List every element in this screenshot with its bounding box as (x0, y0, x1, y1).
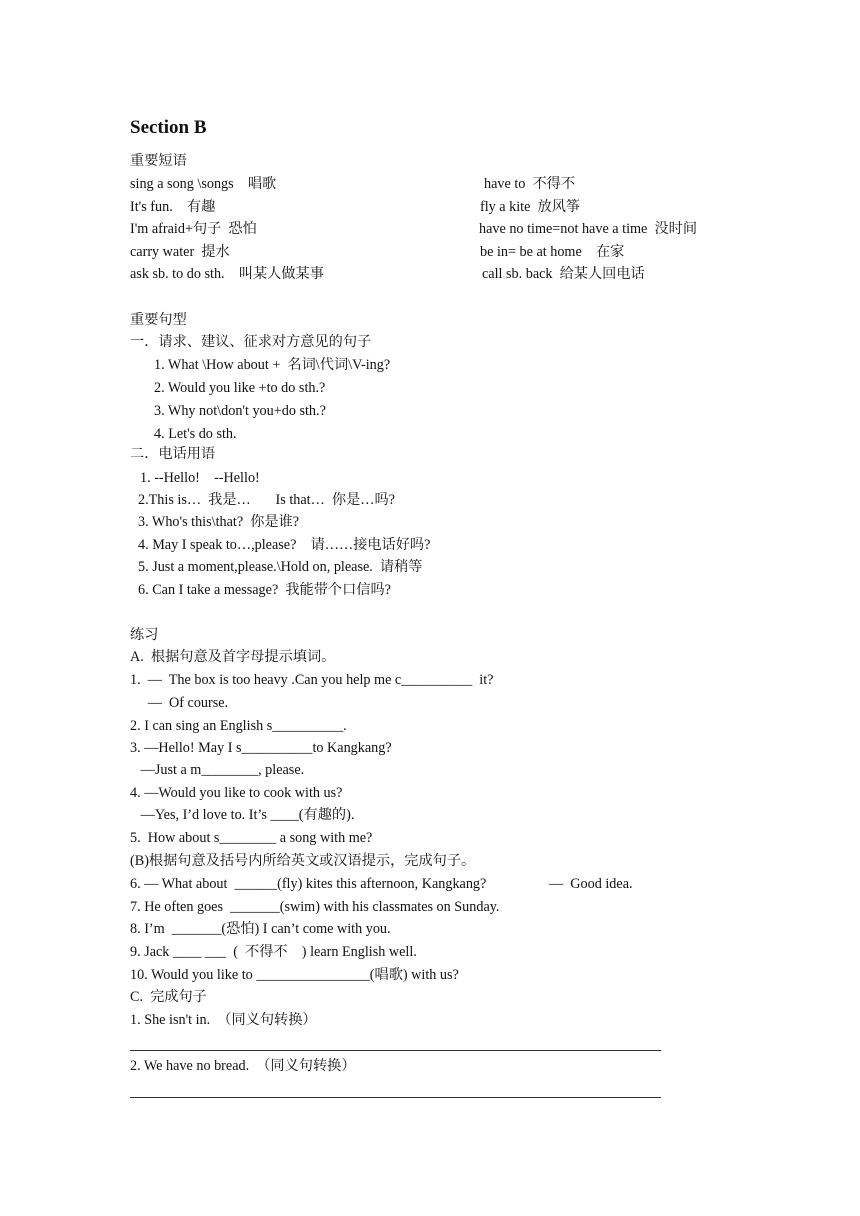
pattern-section-title: 二．电话用语 (130, 446, 216, 462)
phrase-left: carry water 提水 (130, 244, 230, 260)
pattern-item: 5. Just a moment,please.\Hold on, please. 请稍等 (138, 559, 423, 575)
exercise-line: — Of course. (130, 695, 229, 711)
phrases-heading: 重要短语 (130, 153, 187, 169)
phrase-right: call sb. back 给某人回电话 (482, 266, 645, 282)
phrase-right: have no time=not have a time 没时间 (479, 221, 698, 237)
exercise-line: 8. I’m _______(恐怕) I can’t come with you. (130, 921, 391, 937)
pattern-item: 4. May I speak to…,please? 请……接电话好吗? (138, 537, 431, 553)
exercise-line: 2. I can sing an English s__________. (130, 718, 347, 734)
phrase-right: have to 不得不 (484, 176, 576, 192)
exercise-line: 6. — What about ______(fly) kites this afternoon, Kangkang? (130, 876, 487, 892)
pattern-item: 6. Can I take a message? 我能带个口信吗? (138, 582, 391, 598)
exercise-line: 10. Would you like to ________________(唱歌) with us? (130, 967, 459, 983)
exercise-line: 7. He often goes _______(swim) with his classmates on Sunday. (130, 899, 500, 915)
section-title: Section B (130, 117, 207, 138)
pattern-item: 1. What \How about + 名词\代词\V-ing? (154, 357, 391, 373)
patterns-heading: 重要句型 (130, 312, 187, 328)
exercise-line: 2. We have no bread. （同义句转换） (130, 1058, 356, 1074)
exercise-line: 9. Jack ____ ___ ( 不得不 ) learn English well. (130, 944, 417, 960)
pattern-item: 2.This is… 我是… Is that… 你是…吗? (138, 492, 395, 508)
phrase-right: fly a kite 放风筝 (480, 199, 581, 215)
pattern-item: 4. Let's do sth. (154, 426, 237, 442)
exercise-reply: — Good idea. (549, 876, 633, 892)
exercise-line: 4. —Would you like to cook with us? (130, 785, 343, 801)
pattern-item: 2. Would you like +to do sth.? (154, 380, 326, 396)
exercise-line: 3. —Hello! May I s__________to Kangkang? (130, 740, 392, 756)
exercise-c-title: C. 完成句子 (130, 989, 207, 1005)
phrase-left: It's fun. 有趣 (130, 199, 216, 215)
pattern-item: 3. Who's this\that? 你是谁? (138, 514, 300, 530)
pattern-section-title: 一．请求、建议、征求对方意见的句子 (130, 334, 372, 350)
phrase-left: ask sb. to do sth. 叫某人做某事 (130, 266, 324, 282)
exercise-line: 1. — The box is too heavy .Can you help me c__________ it? (130, 672, 494, 688)
pattern-item: 3. Why not\don't you+do sth.? (154, 403, 326, 419)
pattern-item: 1. --Hello! --Hello! (140, 470, 260, 486)
answer-line (130, 1097, 661, 1098)
phrase-right: be in= be at home 在家 (480, 244, 625, 260)
phrase-left: I'm afraid+句子 恐怕 (130, 221, 257, 237)
exercise-line: —Just a m________, please. (130, 762, 305, 778)
exercise-line: —Yes, I’d love to. It’s ____(有趣的). (130, 807, 355, 823)
exercise-a-title: A. 根据句意及首字母提示填词。 (130, 649, 336, 665)
answer-line (130, 1050, 661, 1051)
exercise-line: 1. She isn't in. （同义句转换） (130, 1012, 317, 1028)
exercise-line: 5. How about s________ a song with me? (130, 830, 373, 846)
exercise-b-title: (B)根据句意及括号内所给英文或汉语提示，完成句子。 (130, 853, 476, 869)
phrase-left: sing a song \songs 唱歌 (130, 176, 277, 192)
exercise-heading: 练习 (130, 627, 159, 643)
